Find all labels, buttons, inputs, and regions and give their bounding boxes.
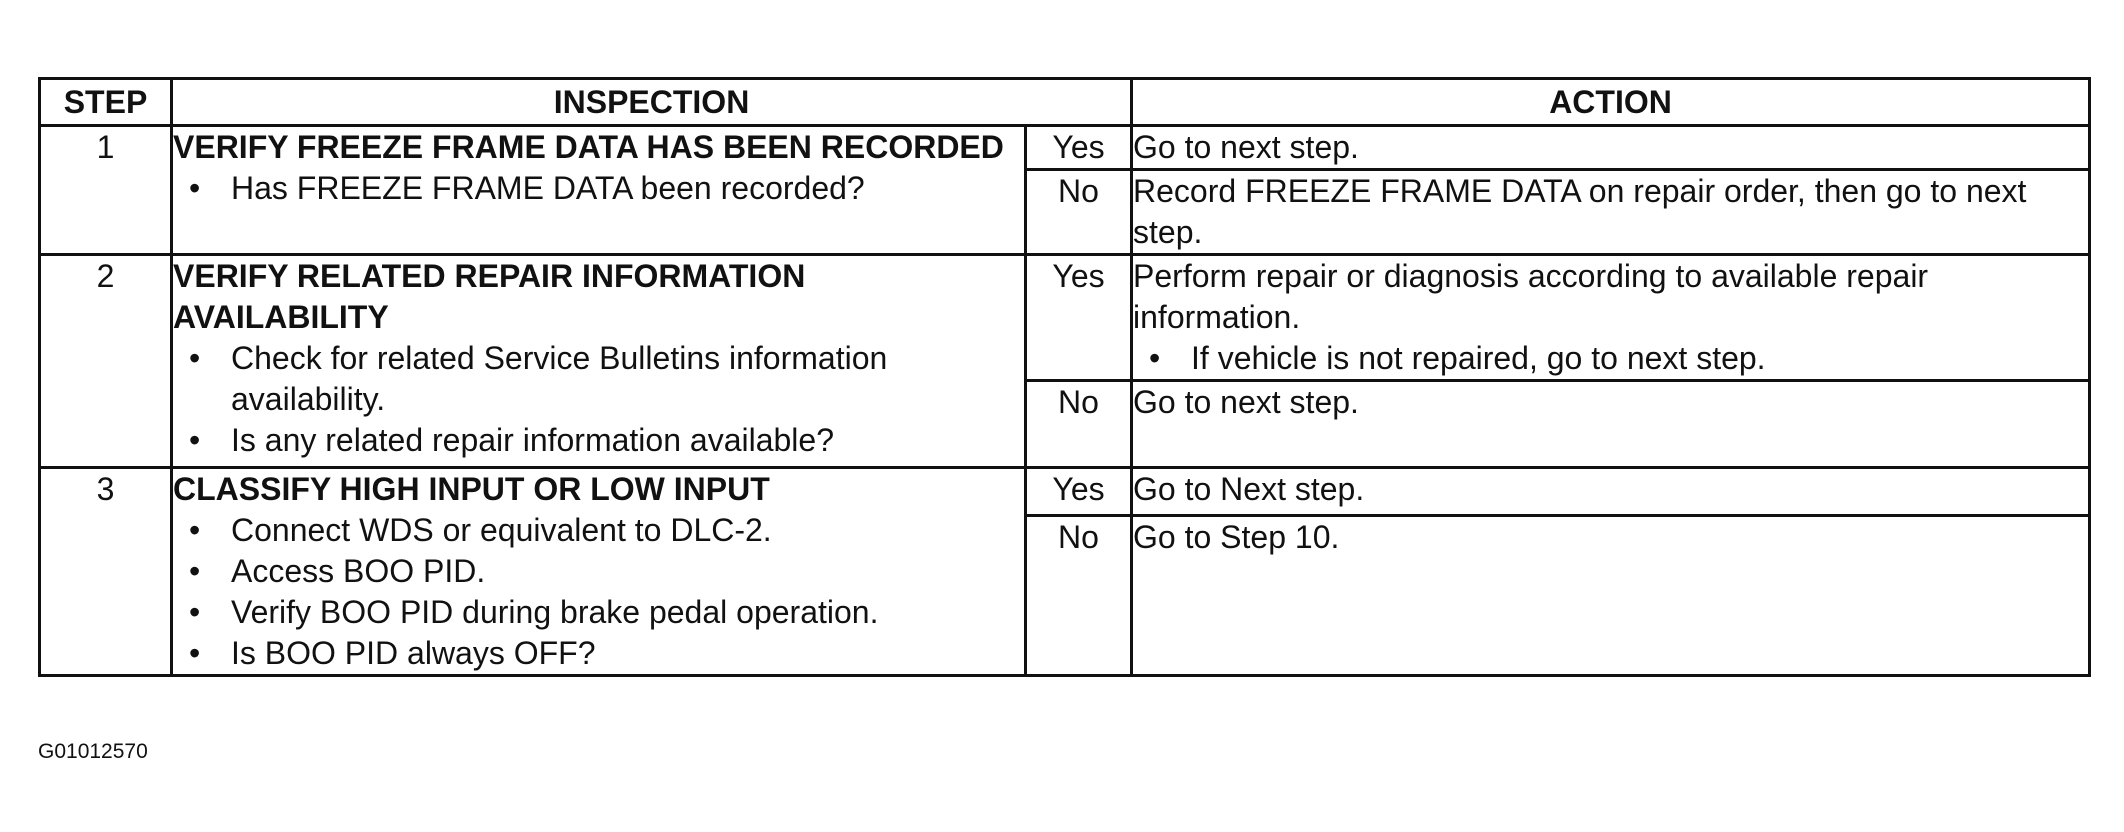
inspection-bullet: • Check for related Service Bulletins information availability. bbox=[173, 338, 1024, 420]
inspection-heading: CLASSIFY HIGH INPUT OR LOW INPUT bbox=[173, 471, 770, 507]
no-label: No bbox=[1026, 170, 1132, 255]
inspection-bullet: • Is BOO PID always OFF? bbox=[173, 633, 1024, 674]
table-header-row bbox=[40, 79, 2090, 126]
yes-action-cell bbox=[1132, 255, 2090, 381]
action-bullet-list bbox=[1133, 338, 2088, 379]
inspection-cell bbox=[172, 468, 1026, 676]
figure-id: G01012570 bbox=[38, 740, 148, 763]
inspection-bullet: • Access BOO PID. bbox=[173, 551, 1024, 592]
inspection-bullet-list bbox=[173, 168, 1024, 209]
yes-action: Perform repair or diagnosis according to available repair information. bbox=[1133, 258, 1929, 335]
yes-label: Yes bbox=[1026, 468, 1132, 516]
no-action: Go to Step 10. bbox=[1132, 516, 2090, 676]
inspection-bullet-list bbox=[173, 510, 1024, 674]
step-3-yes-row bbox=[40, 468, 2090, 516]
step-1-yes-row bbox=[40, 126, 2090, 170]
step-number: 3 bbox=[40, 468, 172, 676]
yes-action: Go to next step. bbox=[1132, 126, 2090, 170]
yes-action: Go to Next step. bbox=[1132, 468, 2090, 516]
inspection-heading: VERIFY FREEZE FRAME DATA HAS BEEN RECORDED bbox=[173, 129, 1004, 165]
step-number: 2 bbox=[40, 255, 172, 468]
inspection-heading: VERIFY RELATED REPAIR INFORMATION AVAILABILITY bbox=[173, 258, 806, 335]
inspection-bullet: • Connect WDS or equivalent to DLC-2. bbox=[173, 510, 1024, 551]
yes-label: Yes bbox=[1026, 126, 1132, 170]
no-label: No bbox=[1026, 381, 1132, 468]
inspection-bullet: • Is any related repair information available? bbox=[173, 420, 1024, 461]
inspection-bullet-list bbox=[173, 338, 1024, 461]
step-column-header: STEP bbox=[40, 79, 172, 126]
action-bullet: • If vehicle is not repaired, go to next step. bbox=[1133, 338, 2088, 379]
inspection-column-header: INSPECTION bbox=[172, 79, 1132, 126]
action-column-header: ACTION bbox=[1132, 79, 2090, 126]
inspection-bullet: • Verify BOO PID during brake pedal operation. bbox=[173, 592, 1024, 633]
no-action: Record FREEZE FRAME DATA on repair order, then go to next step. bbox=[1132, 170, 2090, 255]
step-number: 1 bbox=[40, 126, 172, 255]
step-2-yes-row bbox=[40, 255, 2090, 381]
no-action: Go to next step. bbox=[1132, 381, 2090, 468]
diagnostic-table bbox=[38, 77, 2091, 677]
inspection-bullet: • Has FREEZE FRAME DATA been recorded? bbox=[173, 168, 1024, 209]
inspection-cell bbox=[172, 126, 1026, 255]
yes-label: Yes bbox=[1026, 255, 1132, 381]
no-label: No bbox=[1026, 516, 1132, 676]
inspection-cell bbox=[172, 255, 1026, 468]
